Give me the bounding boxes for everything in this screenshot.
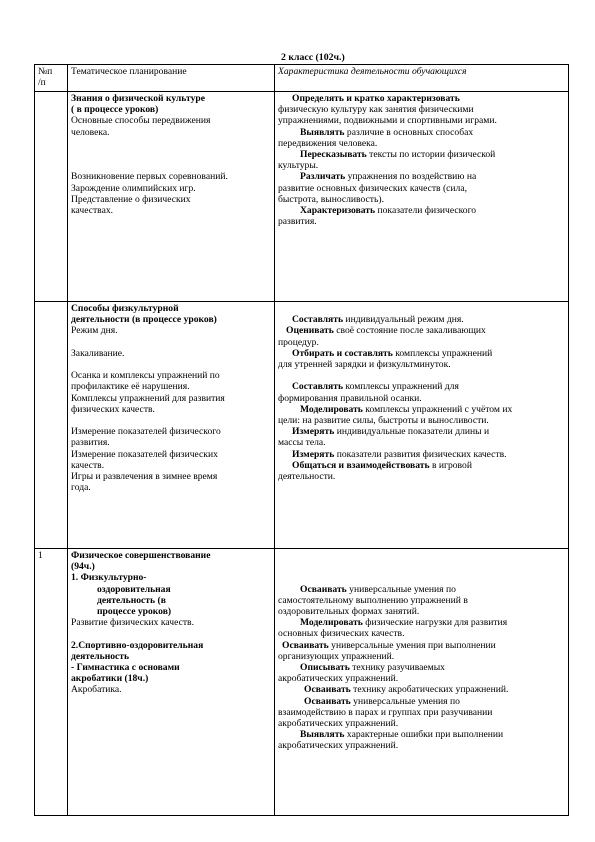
topic-line: деятельность xyxy=(71,650,130,662)
header-characteristic: Характеристика деятельности обучающихся xyxy=(275,65,569,92)
activity-line: акробатических упражнений. xyxy=(278,718,399,729)
topic-line: деятельность (в xyxy=(97,594,166,606)
activity-line: упражнениями, подвижными и спортивными играми. xyxy=(278,115,497,127)
topic-line: процессе уроков) xyxy=(97,606,172,618)
activity-line: цели: на развитие силы, быстроты и выносливости. xyxy=(278,415,489,426)
topic-line: Физическое совершенствование xyxy=(71,550,211,561)
topic-line: - Гимнастика с основами xyxy=(71,662,180,674)
topic-line: развития. xyxy=(71,437,110,449)
activity-line: формирования правильной осанки. xyxy=(278,392,422,404)
plan-table xyxy=(34,64,569,816)
activity-line: Выявлять различие в основных способах xyxy=(300,126,474,138)
topic-line: Комплексы упражнений для развития xyxy=(71,392,225,404)
activity-line: Измерять индивидуальные показатели длины и xyxy=(292,426,490,438)
activity-line: Осваивать универсальные умения при выполнении xyxy=(282,639,496,651)
activity-line: физическую культуру как занятия физическими xyxy=(278,104,474,116)
activity-cell xyxy=(275,92,569,302)
activity-line: Описывать технику разучиваемых xyxy=(300,661,445,673)
table-header-row xyxy=(35,65,569,92)
topic-line: Измерение показателей физических xyxy=(71,448,218,460)
activity-line: Определять и кратко характеризовать xyxy=(292,93,460,104)
activity-line: Моделировать комплексы упражнений с учётом их xyxy=(300,403,513,415)
topic-line: Представление о физических xyxy=(71,193,191,205)
activity-cell xyxy=(275,549,569,816)
topic-line: качествах. xyxy=(71,204,114,216)
activity-line: Осваивать универсальные умения по xyxy=(304,695,460,707)
activity-line: Моделировать физические нагрузки для развития xyxy=(300,617,508,629)
activity-cell xyxy=(275,302,569,549)
activity-line: акробатических упражнений. xyxy=(278,673,399,685)
topic-line: деятельности (в процессе уроков) xyxy=(71,314,217,326)
activity-line: процедур. xyxy=(278,336,319,348)
activity-line: Различать упражнения по воздействию на xyxy=(300,171,477,183)
topic-line: Способы физкультурной xyxy=(71,303,179,314)
activity-line: основных физических качеств. xyxy=(278,628,405,640)
topic-line: (94ч.) xyxy=(71,561,95,573)
activity-line: взаимодействию в парах и группах при разучивании xyxy=(278,706,493,718)
activity-line: акробатических упражнений. xyxy=(278,740,399,752)
topic-line: Измерение показателей физического xyxy=(71,426,221,438)
topic-line: Возникновение первых соревнований. xyxy=(71,171,228,183)
activity-line: самостоятельному выполнению упражнений в xyxy=(278,594,468,606)
topic-line: Развитие физических качеств. xyxy=(71,617,194,629)
topic-line: Зарождение олимпийских игр. xyxy=(71,182,196,194)
topic-line: Закаливание. xyxy=(71,347,125,359)
activity-line: Пересказывать тексты по истории физической xyxy=(300,149,496,161)
activity-line: Составлять комплексы упражнений для xyxy=(292,381,459,393)
row-number: 1 xyxy=(35,549,68,816)
row-number xyxy=(35,92,68,302)
activity-line: быстрота, выносливость). xyxy=(278,193,384,205)
topic-line: Знания о физической культуре xyxy=(71,93,205,104)
activity-line: Выявлять характерные ошибки при выполнении xyxy=(300,729,504,741)
topic-line: Осанка и комплексы упражнений по xyxy=(71,370,220,382)
header-topic: Тематическое планирование xyxy=(68,65,275,92)
table-row-knowledge xyxy=(35,92,569,302)
activity-line: деятельности. xyxy=(278,471,336,483)
activity-line: массы тела. xyxy=(278,437,326,449)
activity-line: Оценивать своё состояние после закаливающих xyxy=(286,325,486,337)
activity-line: Отбирать и составлять комплексы упражнений xyxy=(292,347,493,359)
row-number xyxy=(35,302,68,549)
table-row-methods xyxy=(35,302,569,549)
activity-line: развития. xyxy=(278,216,317,228)
topic-line: ( в процессе уроков) xyxy=(71,104,159,116)
topic-line: Акробатика. xyxy=(71,684,122,696)
topic-line: физических качеств. xyxy=(71,403,155,415)
header-number-line-2: /п xyxy=(38,77,46,89)
activity-line: Характеризовать показатели физического xyxy=(300,205,477,217)
topic-line: оздоровительная xyxy=(97,583,171,595)
activity-line: Осваивать универсальные умения по xyxy=(300,583,456,595)
topic-line: профилактике её нарушения. xyxy=(71,381,190,393)
activity-line: организующих упражнений. xyxy=(278,650,395,662)
topic-line: Режим дня. xyxy=(71,325,118,337)
topic-line: 1. Физкультурно- xyxy=(71,572,147,584)
activity-line: Общаться и взаимодействовать в игровой xyxy=(292,459,472,471)
topic-line: человека. xyxy=(71,126,110,138)
activity-line: Составлять индивидуальный режим дня. xyxy=(292,314,464,326)
activity-line: развитие основных физических качеств (сила, xyxy=(278,182,467,194)
activity-line: оздоровительных формах занятий. xyxy=(278,605,420,617)
topic-line: Основные способы передвижения xyxy=(71,115,211,127)
activity-line: передвижения человека. xyxy=(278,137,378,149)
activity-line: для утренней зарядки и физкультминуток. xyxy=(278,359,451,370)
topic-line: Игры и развлечения в зимнее время xyxy=(71,471,218,482)
document-title: 2 класс (102ч.) xyxy=(281,52,345,63)
topic-line: качеств. xyxy=(71,459,105,471)
topic-cell xyxy=(68,92,275,302)
activity-line: Осваивать технику акробатических упражнений. xyxy=(304,684,509,696)
header-number-line-1: №п xyxy=(38,66,53,77)
topic-cell xyxy=(68,549,275,816)
header-number xyxy=(35,65,68,92)
table-row-improvement xyxy=(35,549,569,816)
topic-cell xyxy=(68,302,275,549)
topic-line: акробатики (18ч.) xyxy=(71,673,149,685)
activity-line: Измерять показатели развития физических качеств. xyxy=(292,448,507,460)
topic-line: года. xyxy=(71,482,91,494)
activity-line: культуры. xyxy=(278,160,319,172)
topic-line: 2.Спортивно-оздоровительная xyxy=(71,639,204,651)
